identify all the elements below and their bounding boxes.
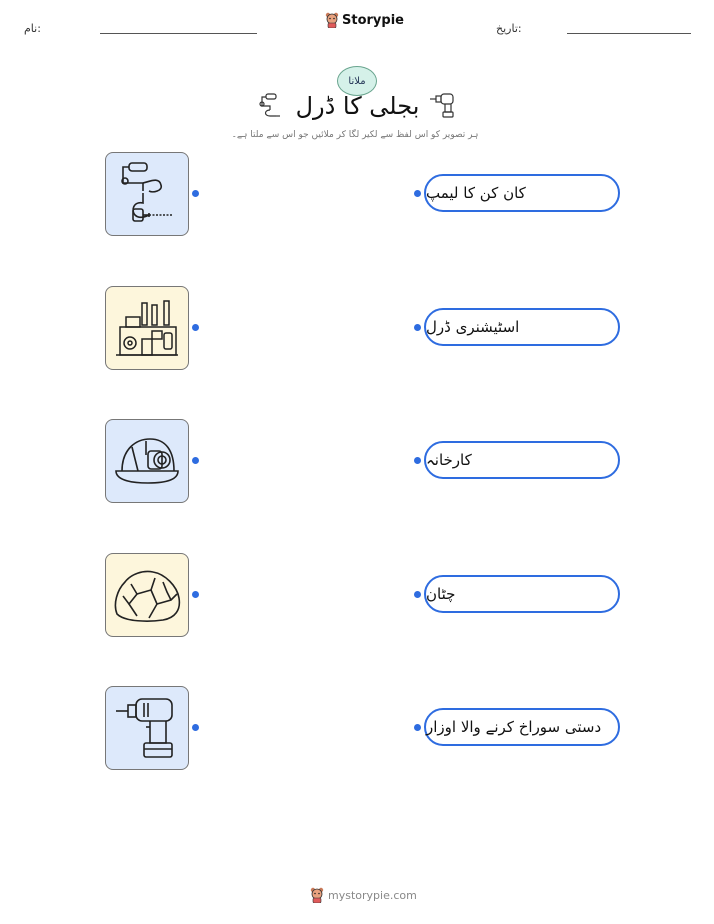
factory-icon (112, 293, 182, 363)
footer (310, 887, 417, 903)
picture-dot[interactable] (192, 324, 199, 331)
power-drill-icon (112, 693, 182, 763)
picture-card-power-drill (105, 686, 189, 770)
word-label: دستی سوراخ کرنے والا اوزار (426, 718, 602, 736)
picture-card-hand-drill (105, 152, 189, 236)
footer-url[interactable]: mystorypie.com (328, 888, 417, 902)
name-label: نام: (24, 22, 41, 35)
picture-dot[interactable] (192, 724, 199, 731)
page-title: بجلی کا ڈرل (295, 92, 420, 120)
picture-dot[interactable] (192, 190, 199, 197)
word-label: کارخانہ (426, 451, 472, 469)
instructions: ہر تصویر کو اس لفظ سے لکیر لگا کر ملائیں جو اس سے ملتا ہے۔ (231, 130, 479, 140)
picture-dot[interactable] (192, 591, 199, 598)
word-card[interactable] (424, 575, 620, 613)
word-card[interactable] (424, 308, 620, 346)
picture-dot[interactable] (192, 457, 199, 464)
word-label: اسٹیشنری ڈرل (426, 318, 520, 336)
category-badge: ملانا (337, 66, 377, 96)
date-label: تاریخ: (496, 22, 522, 35)
word-card[interactable] (424, 441, 620, 479)
hand-drill-icon (258, 92, 282, 120)
word-label: کان کن کا لیمپ (426, 184, 526, 202)
word-dot[interactable] (414, 190, 421, 197)
name-line[interactable] (100, 33, 257, 34)
word-dot[interactable] (414, 591, 421, 598)
picture-card-rock (105, 553, 189, 637)
power-drill-icon (428, 90, 458, 120)
word-card[interactable] (424, 708, 620, 746)
hand-drill-icon (115, 157, 179, 231)
picture-card-miner-helmet (105, 419, 189, 503)
word-dot[interactable] (414, 457, 421, 464)
word-card[interactable] (424, 174, 620, 212)
bear-mascot-icon (325, 12, 339, 28)
rock-icon (111, 564, 183, 626)
picture-card-factory (105, 286, 189, 370)
date-line[interactable] (567, 33, 691, 34)
miner-helmet-icon (112, 431, 182, 491)
storypie-logo (325, 12, 404, 28)
bear-mascot-icon (310, 887, 324, 903)
brand-name: Storypie (342, 12, 404, 28)
word-label: چٹان (426, 585, 456, 603)
word-dot[interactable] (414, 324, 421, 331)
word-dot[interactable] (414, 724, 421, 731)
